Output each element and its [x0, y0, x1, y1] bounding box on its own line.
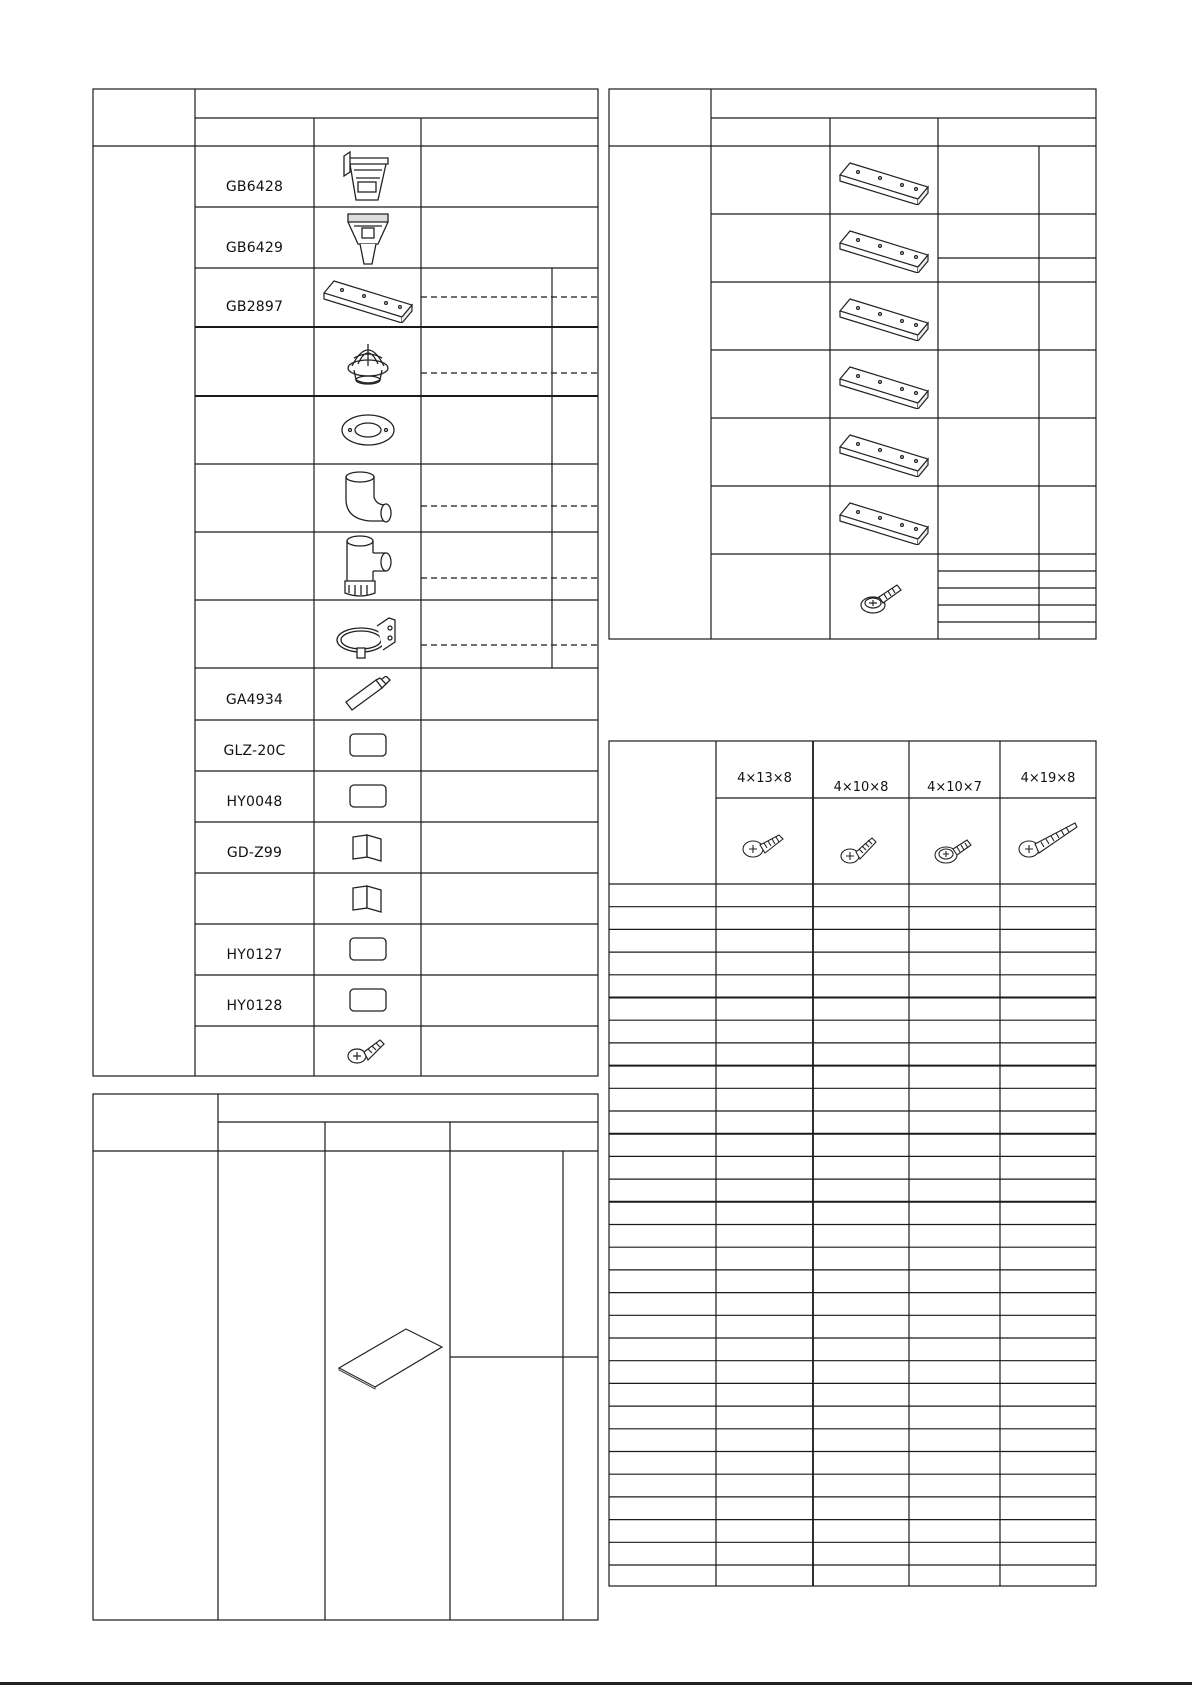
label-tag-icon: [348, 936, 388, 969]
label-tag-icon: [348, 732, 388, 765]
tapping-screw-icon: [838, 828, 884, 868]
angle-bracket-icon: [836, 155, 932, 210]
part-code: HY0127: [226, 947, 283, 963]
screw-spec-3: 4×10×7: [927, 780, 982, 795]
part-code: GLZ-20C: [223, 743, 286, 759]
part-code: GB2897: [225, 299, 284, 315]
part-code: HY0128: [226, 998, 283, 1014]
flange-ring-icon: [340, 411, 396, 454]
drain-strainer-icon: [344, 336, 392, 393]
long-screw-icon: [1017, 815, 1081, 865]
folded-sheet-icon: [351, 833, 385, 868]
folded-sheet-icon: [351, 884, 385, 919]
label-tag-icon: [348, 783, 388, 816]
screw-spec-4: 4×19×8: [1020, 771, 1076, 786]
angle-bracket-icon: [836, 291, 932, 346]
gutter-bracket-hook-icon: [342, 148, 394, 211]
angle-bracket-icon: [836, 495, 932, 550]
angle-bracket-icon: [836, 223, 932, 278]
part-code: GD-Z99: [226, 845, 283, 861]
angle-bracket-icon: [836, 427, 932, 482]
part-code: GB6429: [225, 240, 284, 256]
part-code: GB6428: [225, 179, 284, 195]
adhesive-tube-icon: [344, 676, 392, 717]
tee-pipe-icon: [340, 533, 396, 604]
pipe-clamp-icon: [333, 604, 403, 669]
part-code: HY0048: [226, 794, 283, 810]
screw-spec-1: 4×13×8: [737, 771, 792, 786]
label-tag-icon: [348, 987, 388, 1020]
flat-sheet-icon: [336, 1325, 446, 1391]
angle-bracket-icon: [836, 359, 932, 414]
washer-screw-icon-col3: [933, 828, 979, 868]
pan-head-screw-icon: [741, 823, 787, 863]
elbow-pipe-icon: [340, 469, 396, 532]
angle-bracket-icon: [320, 273, 416, 328]
gutter-bracket-clip-icon: [342, 208, 394, 273]
screw-spec-2: 4×10×8: [833, 780, 889, 795]
washer-screw-icon: [859, 577, 909, 622]
part-code: GA4934: [225, 692, 284, 708]
screw-icon: [346, 1034, 390, 1073]
